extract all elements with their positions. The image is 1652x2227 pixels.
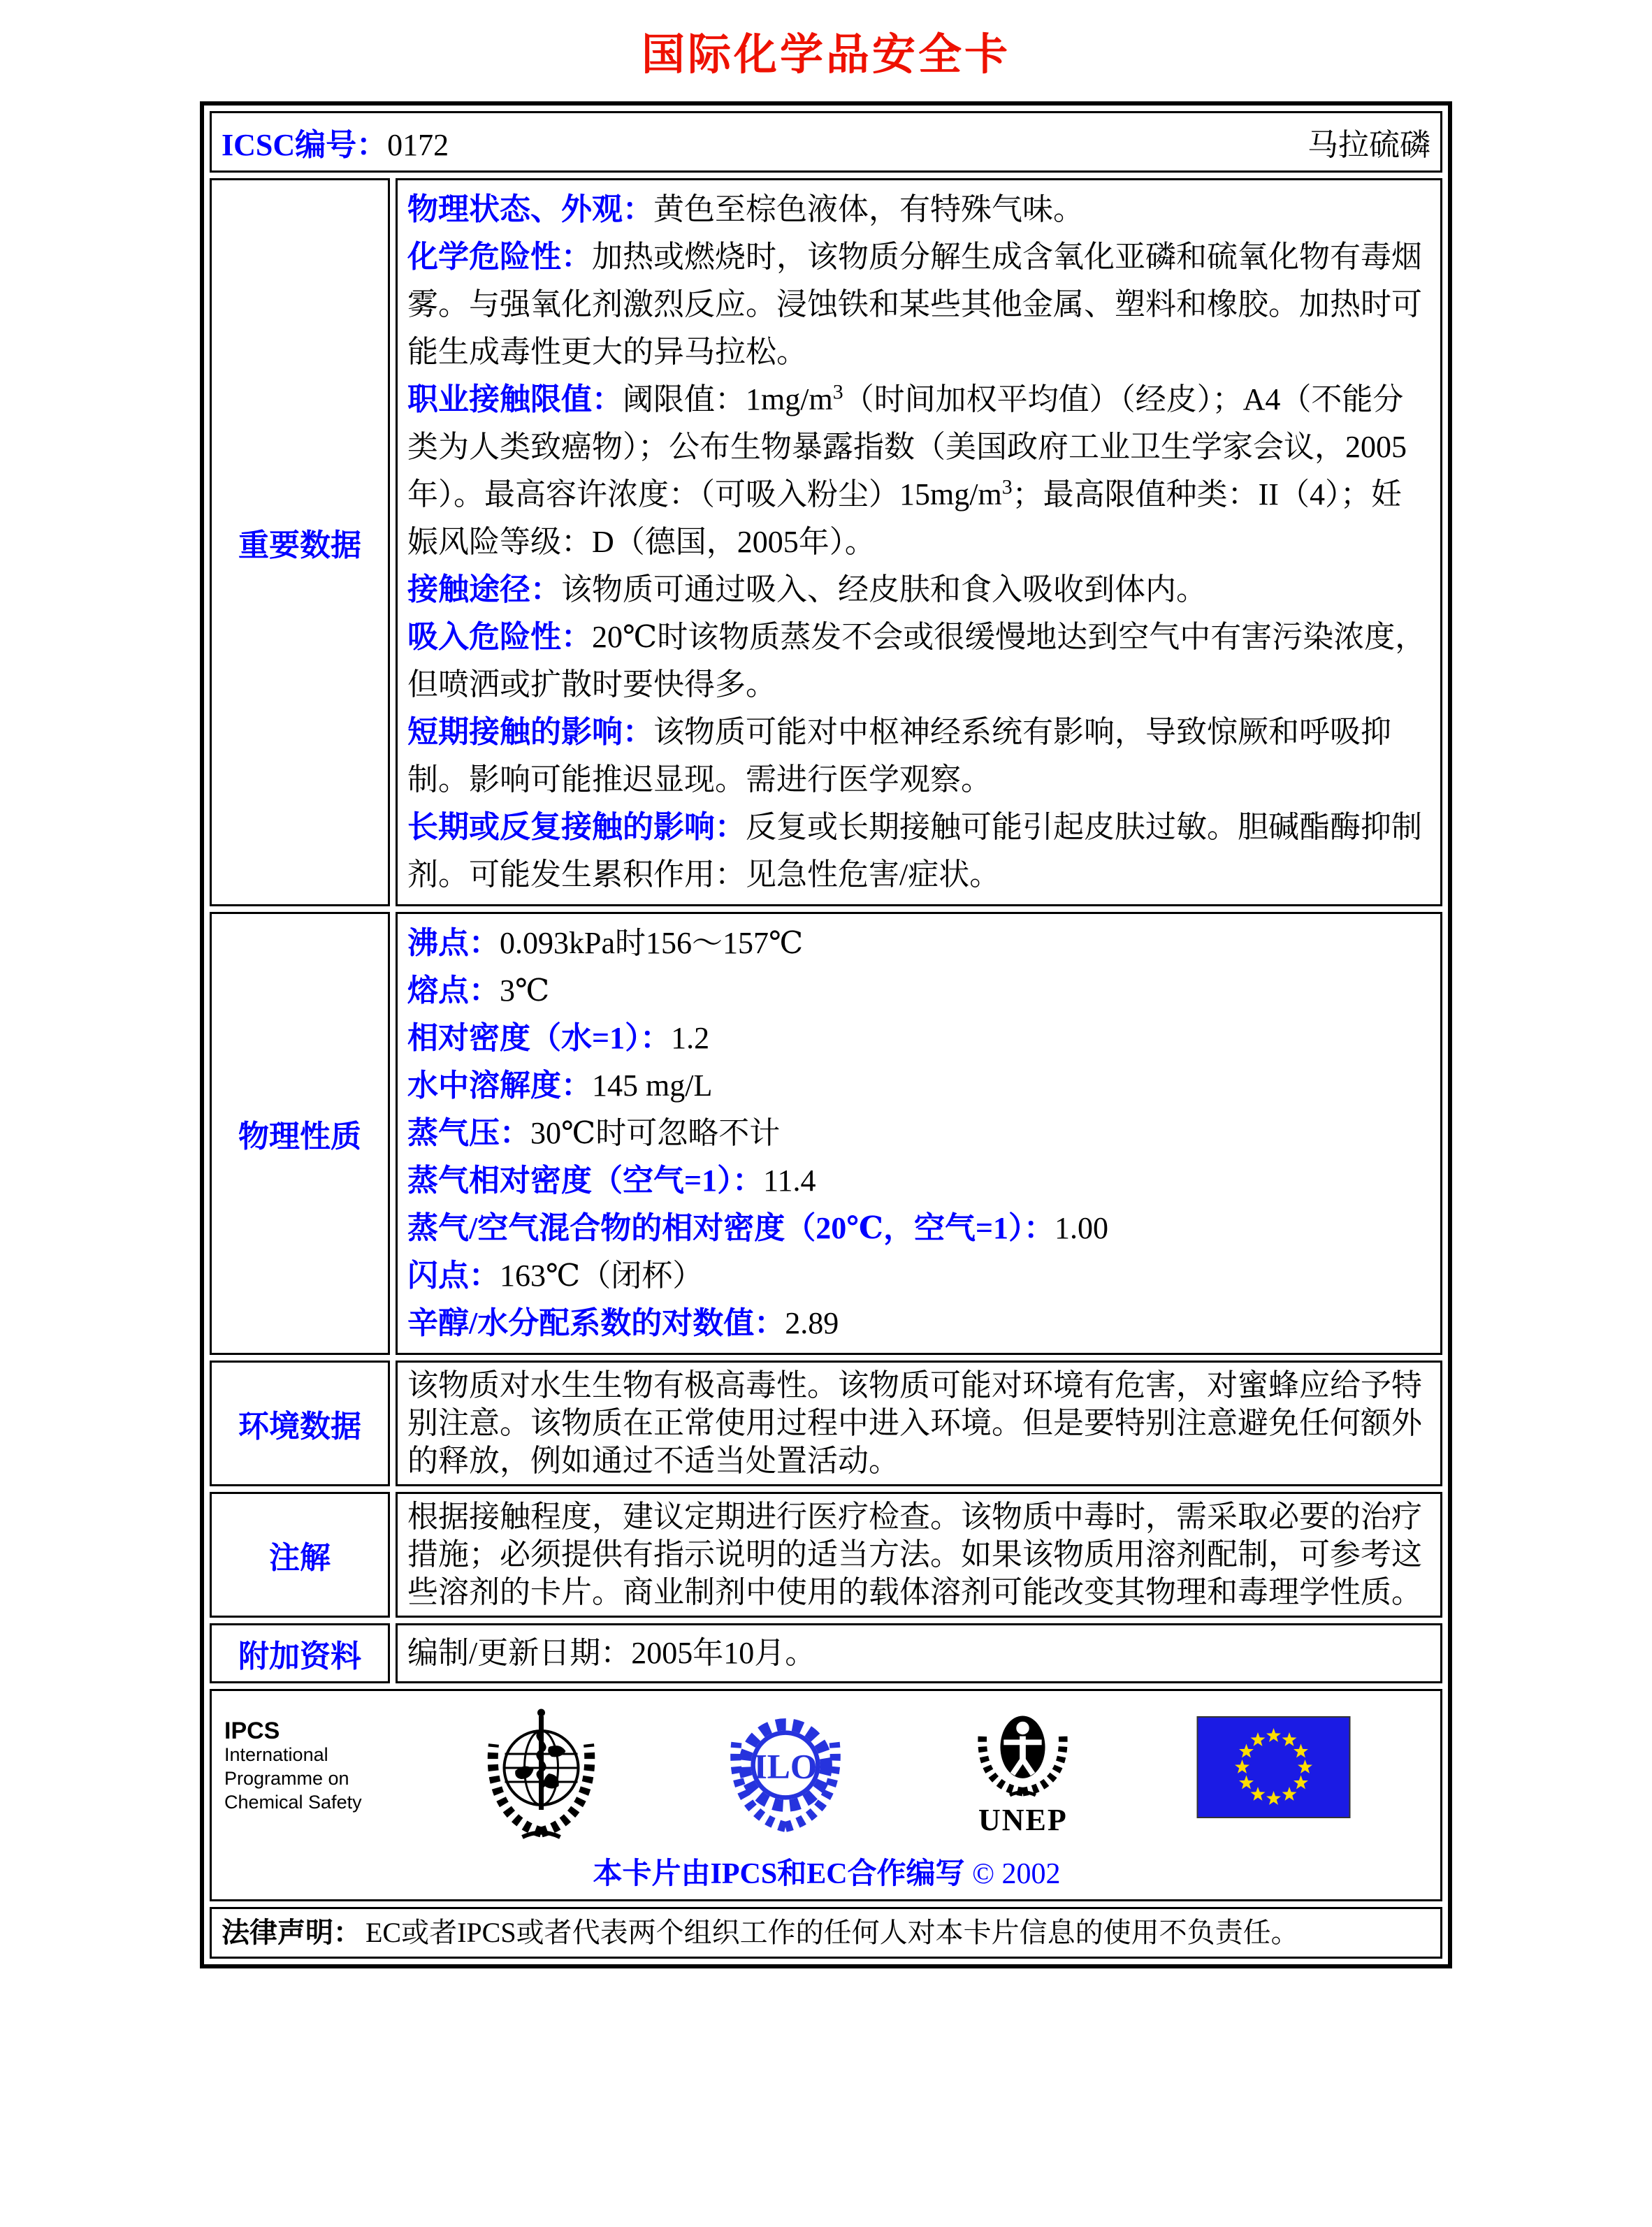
unep-logo-icon: [965, 1705, 1080, 1797]
ipcs-text-block: [224, 1719, 362, 1814]
data-item: 沸点：0.093kPa时156～157℃: [407, 926, 804, 960]
field-label: 闪点：: [407, 1258, 500, 1293]
data-item: 蒸气压：30℃时可忽略不计: [407, 1116, 781, 1150]
field-label: 职业接触限值：: [407, 382, 623, 416]
field-label: 蒸气/空气混合物的相对密度（20℃，空气=1）：: [407, 1211, 1055, 1245]
field-label: 水中溶解度：: [407, 1068, 592, 1103]
data-item: 水中溶解度：145 mg/L: [407, 1068, 713, 1103]
field-label: 蒸气相对密度（空气=1）：: [407, 1163, 764, 1198]
section-row-environment: [210, 1361, 1442, 1486]
data-item: 闪点：163℃（闭杯）: [407, 1258, 704, 1293]
logos-row: [210, 1689, 1442, 1901]
page-title: 国际化学品安全卡: [641, 31, 1010, 79]
data-item: 短期接触的影响：该物质可能对中枢神经系统有影响，导致惊厥和呼吸抑制。影响可能推迟显现。需进行医学观察。: [407, 715, 1391, 797]
data-item: 职业接触限值：阈限值：$1mg/m^3$（时间加权平均值）（经皮）；A4（不能分类为人类致癌物）；公布生物暴露指数（美国政府工业卫生学家会议，2005年）。最高容许浓度：（可吸入粉尘）$15mg/m^3$；最高限值种类：II（4）；妊娠风险等级：D（德国，2005年）。: [407, 380, 1407, 559]
data-item: 相对密度（水=1）：1.2: [407, 1021, 710, 1055]
section-label-notes: 注解: [210, 1492, 390, 1618]
icsc-card: [200, 101, 1452, 1968]
section-label-physical: 物理性质: [210, 912, 390, 1355]
section-row-important: [210, 178, 1442, 906]
legal-text: EC或者IPCS或者代表两个组织工作的任何人对本卡片信息的使用不负责任。: [365, 1917, 1299, 1948]
data-item: 蒸气相对密度（空气=1）：11.4: [407, 1163, 816, 1198]
section-content-notes: [396, 1492, 1442, 1618]
card-credit: [220, 1850, 1433, 1892]
ipcs-line-2: Programme on: [224, 1768, 349, 1789]
logos-strip: [220, 1701, 1433, 1841]
field-label: 化学危险性：: [407, 240, 592, 274]
chemical-name: 马拉硫磷: [1307, 128, 1430, 162]
data-item: 物理状态、外观：黄色至棕色液体，有特殊气味。: [407, 192, 1084, 226]
legal-label: 法律声明：: [222, 1917, 361, 1948]
ipcs-acronym: IPCS: [224, 1718, 280, 1744]
field-label: 短期接触的影响：: [407, 715, 653, 749]
data-item: 根据接触程度，建议定期进行医疗检查。该物质中毒时，需采取必要的治疗措施；必须提供有指示说明的适当方法。如果该物质用溶剂配制，可参考这些溶剂的卡片。商业制剂中使用的载体溶剂可能改变其物理和毒理学性质。: [407, 1500, 1422, 1609]
unep-logo-block: [965, 1705, 1080, 1838]
field-label: 蒸气压：: [407, 1116, 530, 1150]
section-label-important: 重要数据: [210, 178, 390, 906]
data-item: 化学危险性：加热或燃烧时，该物质分解生成含氧化亚磷和硫氧化物有毒烟雾。与强氧化剂激烈反应。浸蚀铁和某些其他金属、塑料和橡胶。加热时可能生成毒性更大的异马拉松。: [407, 240, 1422, 369]
legal-cell: [210, 1907, 1442, 1959]
card-credit-text: 本卡片由IPCS和EC合作编写: [593, 1858, 965, 1890]
icsc-number-label: ICSC编号：: [222, 128, 388, 162]
section-row-notes: [210, 1492, 1442, 1618]
section-label-environment: 环境数据: [210, 1361, 390, 1486]
section-content-important: [396, 178, 1442, 906]
field-label: 接触途径：: [407, 572, 561, 607]
section-row-additional: [210, 1623, 1442, 1683]
icsc-number-group: [222, 119, 449, 164]
legal-row: [210, 1907, 1442, 1959]
ilo-logo-icon: [721, 1708, 850, 1832]
section-label-additional: 附加资料: [210, 1623, 390, 1683]
data-item: 接触途径：该物质可通过吸入、经皮肤和食入吸收到体内。: [407, 572, 1207, 607]
card-credit-year: © 2002: [972, 1858, 1061, 1890]
eu-flag-icon: [1196, 1716, 1351, 1818]
data-item: 该物质对水生生物有极高毒性。该物质可能对环境有危害，对蜜蜂应给予特别注意。该物质在正常使用过程中进入环境。但是要特别注意避免任何额外的释放，例如通过不适当处置活动。: [407, 1368, 1422, 1478]
field-label: 长期或反复接触的影响：: [407, 810, 746, 844]
header-row: [210, 111, 1442, 173]
field-label: 沸点：: [407, 926, 500, 960]
section-content-physical: [396, 912, 1442, 1355]
card-header: [210, 111, 1442, 173]
section-content-additional: [396, 1623, 1442, 1683]
data-item: 编制/更新日期：2005年10月。: [407, 1636, 816, 1670]
data-item: 蒸气/空气混合物的相对密度（20℃，空气=1）：1.00: [407, 1211, 1109, 1245]
section-row-physical: [210, 912, 1442, 1355]
ipcs-line-3: Chemical Safety: [224, 1792, 362, 1813]
field-label: 熔点：: [407, 973, 500, 1008]
field-label: 相对密度（水=1）：: [407, 1021, 672, 1055]
data-item: 吸入危险性：20℃时该物质蒸发不会或很缓慢地达到空气中有害污染浓度，但喷洒或扩散时要快得多。: [407, 620, 1426, 702]
unep-label: UNEP: [978, 1803, 1068, 1837]
field-label: 吸入危险性：: [407, 620, 592, 654]
icsc-number-value: 0172: [387, 128, 449, 162]
logos-cell: [210, 1689, 1442, 1901]
ipcs-line-1: International: [224, 1744, 328, 1765]
section-content-environment: [396, 1361, 1442, 1486]
field-label: 物理状态、外观：: [407, 192, 653, 226]
data-item: 熔点：3℃: [407, 973, 550, 1008]
who-logo-icon: [477, 1704, 605, 1841]
data-item: 辛醇/水分配系数的对数值：2.89: [407, 1306, 839, 1340]
ilo-letters: ILO: [753, 1747, 818, 1786]
data-item: 长期或反复接触的影响：反复或长期接触可能引起皮肤过敏。胆碱酯酶抑制剂。可能发生累积作用：见急性危害/症状。: [407, 810, 1422, 892]
field-label: 辛醇/水分配系数的对数值：: [407, 1306, 785, 1340]
